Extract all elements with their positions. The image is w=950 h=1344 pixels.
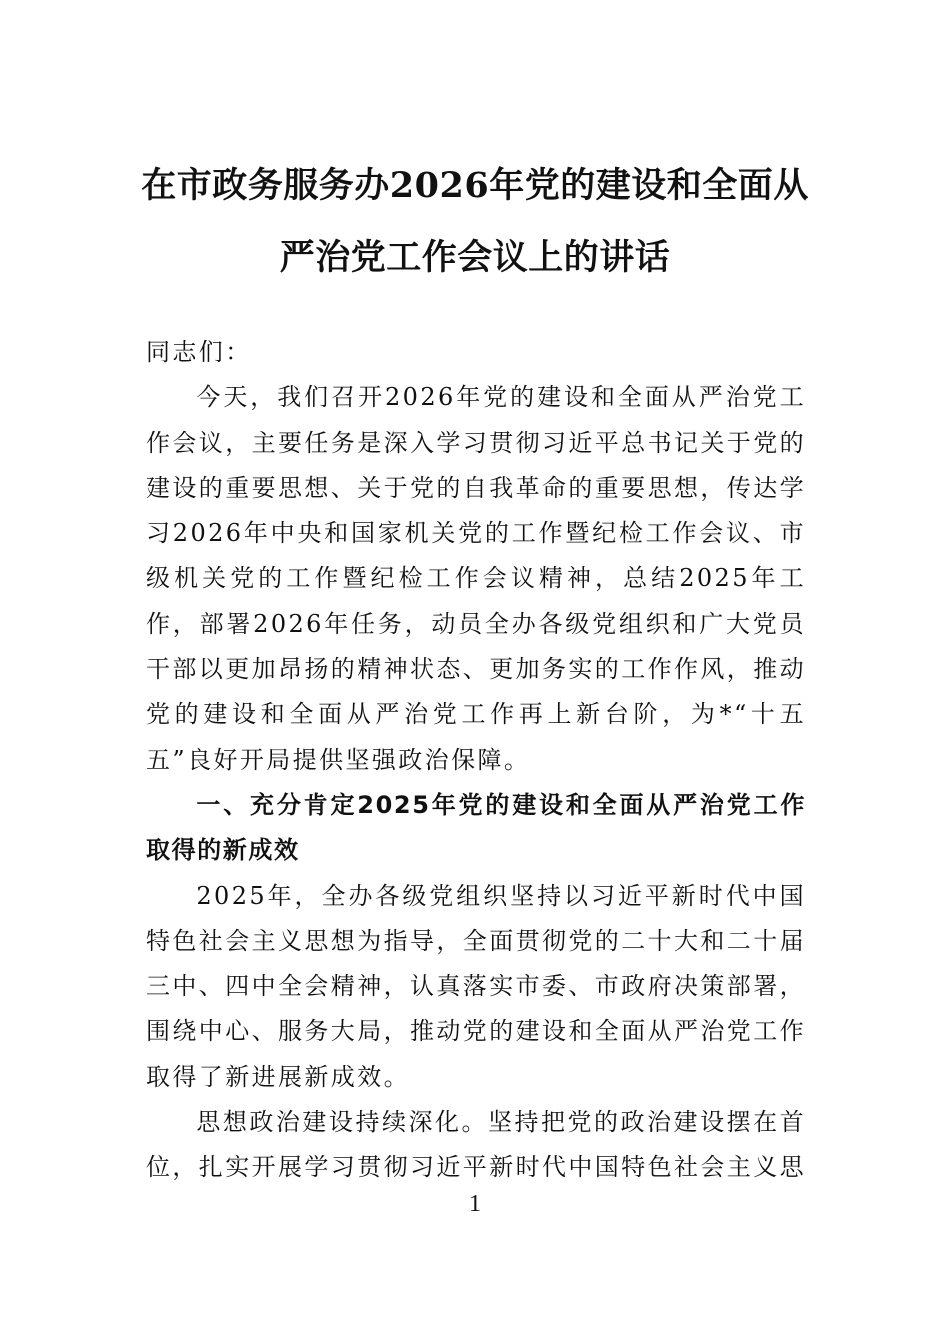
salutation: 同志们： — [146, 338, 252, 366]
title-line-2: 严治党工作会议上的讲话 — [279, 237, 671, 278]
section-heading: 一、充分肯定2025年党的建设和全面从严治党工作取得的新成效 — [146, 790, 806, 865]
document-body — [146, 330, 806, 1191]
section-paragraph-1: 2025年，全办各级党组织坚持以习近平新时代中国特色社会主义思想为指导，全面贯彻党的二十大和二十届三中、四中全会精神，认真落实市委、市政府决策部署，围绕中心、服务大局，推动党的建设和全面从严治党工作取得了新进展新成效。 — [146, 881, 806, 1091]
section-paragraph-2: 思想政治建设持续深化。坚持把党的政治建设摆在首位，扎实开展学习贯彻习近平新时代中国特色社会主义思 — [146, 1108, 806, 1182]
page-number: 1 — [469, 1191, 481, 1217]
opening-paragraph: 今天，我们召开2026年党的建设和全面从严治党工作会议，主要任务是深入学习贯彻习近平总书记关于党的建设的重要思想、关于党的自我革命的重要思想，传达学习2026年中央和国家机关党的工作暨纪检工作会议、市级机关党的工作暨纪检工作会议精神，总结2025年工作，部署2026年任务，动员全办各级党组织和广大党员干部以更加昂扬的精神状态、更加务实的工作作风，推动党的建设和全面从严治党工作再上新台阶，为*“十五五”良好开局提供坚强政治保障。 — [146, 383, 806, 774]
document-title — [100, 150, 850, 294]
title-line-1: 在市政务服务办2026年党的建设和全面从 — [141, 165, 809, 206]
